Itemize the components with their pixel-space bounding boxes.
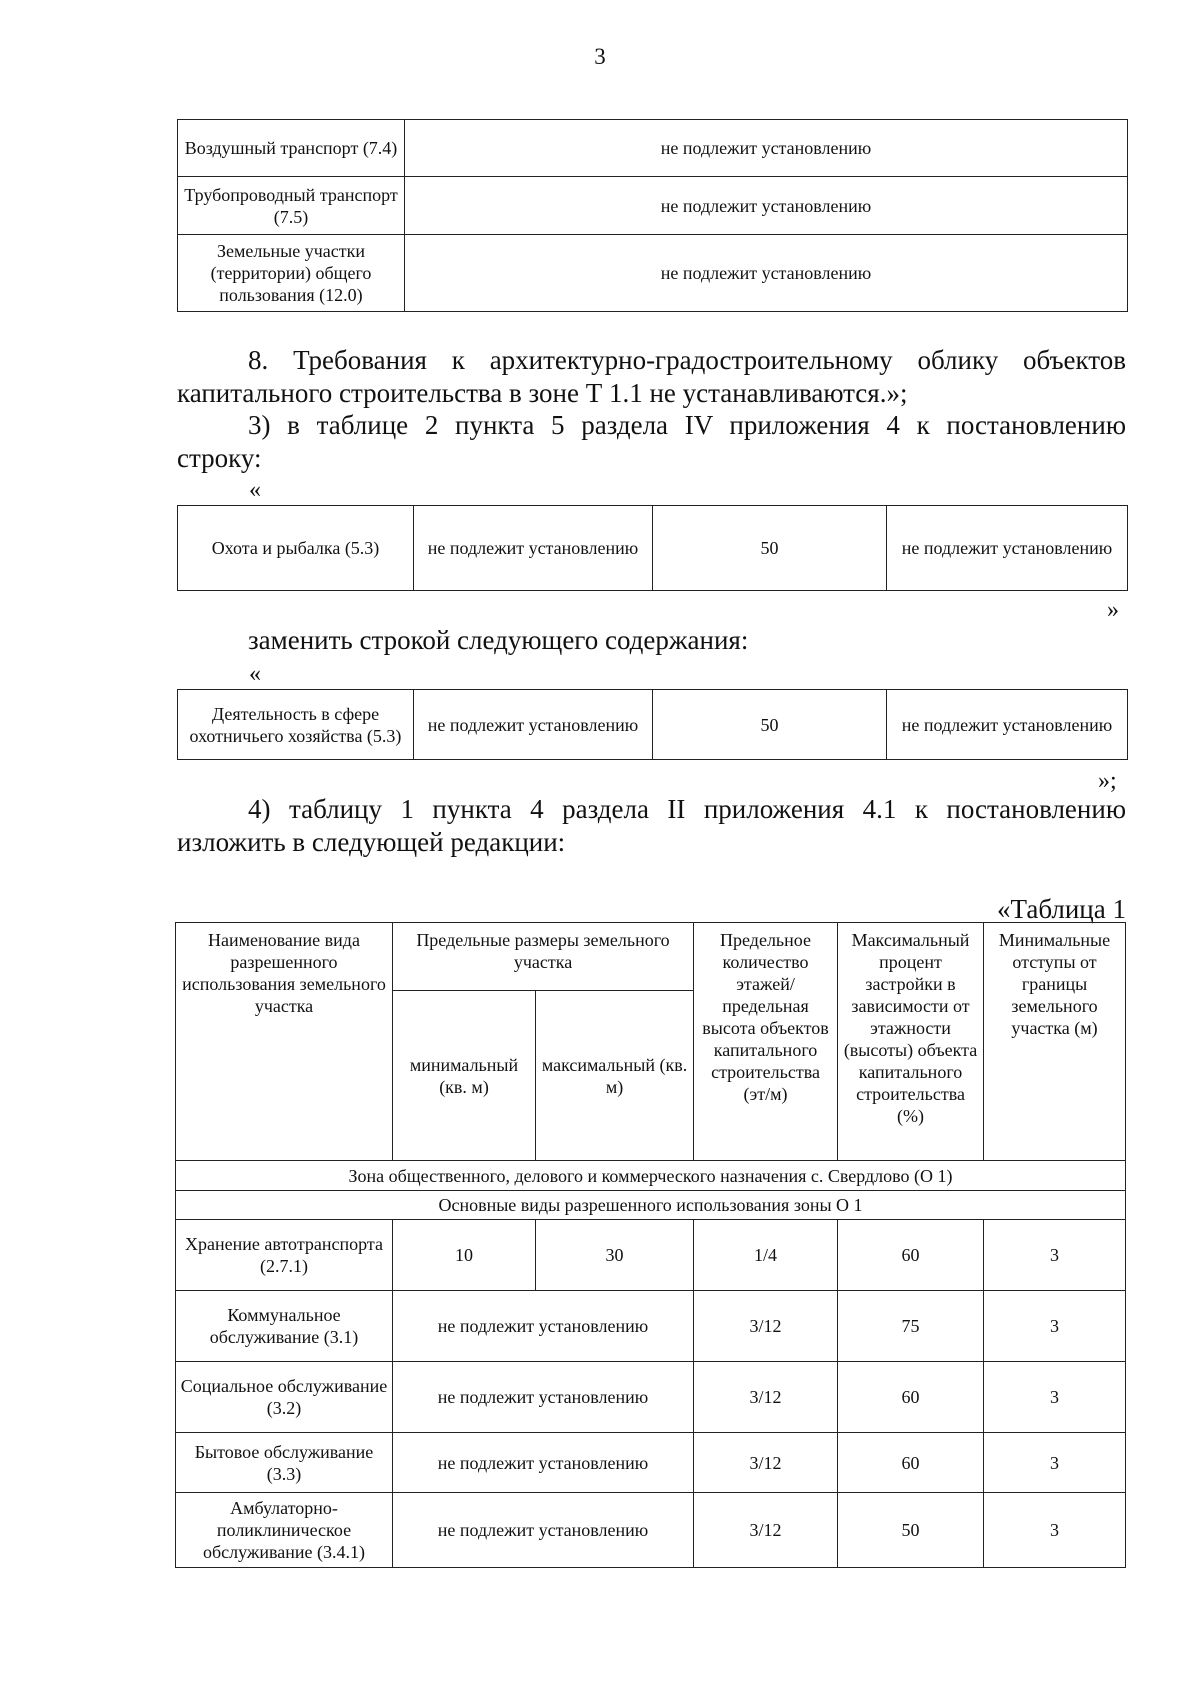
offset-cell: 3	[984, 1291, 1126, 1362]
floors-cell: 3/12	[694, 1291, 838, 1362]
value-cell: 50	[653, 506, 887, 591]
table-row	[178, 120, 1128, 177]
min-max-cell: не подлежит установлению	[414, 506, 653, 591]
use-type-cell: Амбулаторно-поликлиническое обслуживание (3.4.1)	[176, 1493, 393, 1568]
use-type-cell: Коммунальное обслуживание (3.1)	[176, 1291, 393, 1362]
table-row	[176, 1220, 1126, 1291]
quote-close-1: »	[1107, 597, 1119, 623]
offset-cell: 3	[984, 1220, 1126, 1291]
header-floors: Предельное количество этажей/ предельная высота объектов капитального строительства (эт/м)	[694, 923, 838, 1161]
main-table	[175, 922, 1126, 1568]
value-cell: не подлежит установлению	[887, 690, 1128, 760]
table-caption: «Таблица 1	[997, 894, 1126, 924]
offset-cell: 3	[984, 1493, 1126, 1568]
replace-text: заменить строкой следующего содержания:	[248, 625, 749, 655]
table-row	[176, 1362, 1126, 1433]
sizes-cell: не подлежит установлению	[393, 1493, 694, 1568]
value-cell: не подлежит установлению	[405, 235, 1128, 312]
table-row	[178, 177, 1128, 235]
value-cell: не подлежит установлению	[405, 120, 1128, 177]
offset-cell: 3	[984, 1362, 1126, 1433]
use-type-cell: Земельные участки (территории) общего пользования (12.0)	[178, 235, 405, 312]
paragraph-4-line1: 4) таблицу 1 пункта 4 раздела II приложения 4.1 к постановлению	[248, 794, 1126, 824]
value-cell: не подлежит установлению	[887, 506, 1128, 591]
table-row	[178, 235, 1128, 312]
header-offsets: Минимальные отступы от границы земельного участка (м)	[984, 923, 1126, 1161]
zone-title-row	[176, 1161, 1126, 1191]
floors-cell: 1/4	[694, 1220, 838, 1291]
table-row	[178, 690, 1128, 760]
quote-open-1: «	[249, 477, 261, 503]
percent-cell: 60	[838, 1433, 984, 1493]
sizes-cell: не подлежит установлению	[393, 1291, 694, 1362]
max-size-cell: 30	[536, 1220, 694, 1291]
percent-cell: 50	[838, 1493, 984, 1568]
zone-subtitle: Основные виды разрешенного использования зоны О 1	[176, 1191, 1126, 1220]
paragraph-3-line1: 3) в таблице 2 пункта 5 раздела IV приложения 4 к постановлению	[248, 410, 1126, 440]
transport-table	[177, 119, 1128, 312]
table-row	[176, 1291, 1126, 1362]
paragraph-8-line1: 8. Требования к архитектурно-градостроительному облику объектов	[248, 345, 1126, 375]
use-type-cell: Воздушный транспорт (7.4)	[178, 120, 405, 177]
header-use-type: Наименование вида разрешенного использования земельного участка	[176, 923, 393, 1161]
new-row-table	[177, 689, 1128, 760]
old-row-table	[177, 505, 1128, 591]
quote-close-semicolon: »;	[1098, 768, 1117, 794]
percent-cell: 60	[838, 1362, 984, 1433]
value-cell: 50	[653, 690, 887, 760]
table-row	[176, 1433, 1126, 1493]
header-plot-sizes: Предельные размеры земельного участка	[393, 923, 694, 991]
use-type-cell: Охота и рыбалка (5.3)	[178, 506, 414, 591]
min-max-cell: не подлежит установлению	[414, 690, 653, 760]
percent-cell: 60	[838, 1220, 984, 1291]
paragraph-4-line2: изложить в следующей редакции:	[177, 827, 566, 857]
floors-cell: 3/12	[694, 1433, 838, 1493]
page-number: 3	[594, 44, 606, 69]
header-max-size: максимальный (кв. м)	[536, 991, 694, 1161]
sizes-cell: не подлежит установлению	[393, 1433, 694, 1493]
use-type-cell: Социальное обслуживание (3.2)	[176, 1362, 393, 1433]
quote-open-2: «	[249, 661, 261, 687]
value-cell: не подлежит установлению	[405, 177, 1128, 235]
header-build-percent: Максимальный процент застройки в зависимости от этажности (высоты) объекта капитального строительства (%)	[838, 923, 984, 1161]
use-type-cell: Бытовое обслуживание (3.3)	[176, 1433, 393, 1493]
use-type-cell: Хранение автотранспорта (2.7.1)	[176, 1220, 393, 1291]
paragraph-3-line2: строку:	[177, 443, 262, 473]
sizes-cell: не подлежит установлению	[393, 1362, 694, 1433]
paragraph-8-line2: капитального строительства в зоне Т 1.1 не устанавливаются.»;	[177, 378, 908, 408]
table-row	[176, 1493, 1126, 1568]
floors-cell: 3/12	[694, 1493, 838, 1568]
zone-subtitle-row	[176, 1191, 1126, 1220]
zone-title: Зона общественного, делового и коммерческого назначения с. Свердлово (О 1)	[176, 1161, 1126, 1191]
percent-cell: 75	[838, 1291, 984, 1362]
header-min-size: минимальный (кв. м)	[393, 991, 536, 1161]
table-row	[178, 506, 1128, 591]
header-row	[176, 923, 1126, 991]
offset-cell: 3	[984, 1433, 1126, 1493]
use-type-cell: Деятельность в сфере охотничьего хозяйства (5.3)	[178, 690, 414, 760]
use-type-cell: Трубопроводный транспорт (7.5)	[178, 177, 405, 235]
floors-cell: 3/12	[694, 1362, 838, 1433]
min-size-cell: 10	[393, 1220, 536, 1291]
